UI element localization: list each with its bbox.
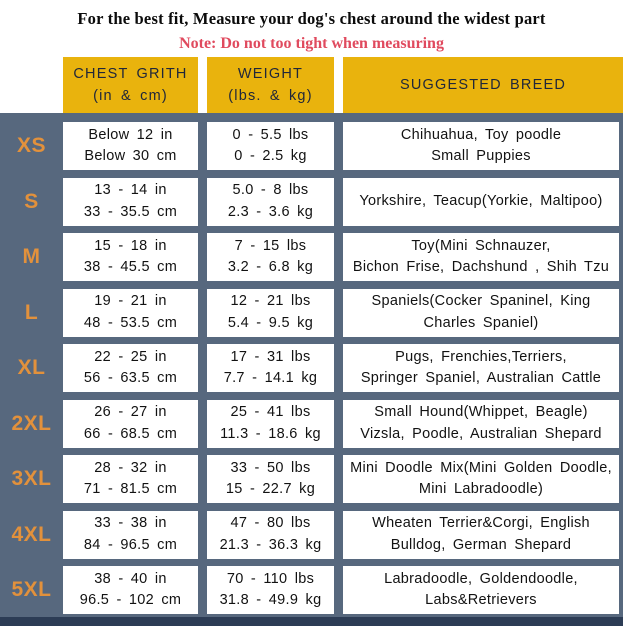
cell-line: Toy(Mini Schnauzer, bbox=[411, 237, 551, 254]
cell-line: Small Puppies bbox=[431, 148, 531, 164]
header-spacer bbox=[0, 57, 63, 113]
cell-line: 70 - 110 lbs bbox=[226, 570, 315, 587]
cell-line: Mini Labradoodle) bbox=[418, 481, 544, 497]
cell-line: 25 - 41 lbs bbox=[230, 404, 311, 420]
chest-girth-cell bbox=[63, 344, 198, 392]
chest-girth-cell bbox=[63, 122, 198, 170]
cell-line: Wheaten Terrier&Corgi, English bbox=[372, 515, 590, 531]
cell-line: 28 - 32 in bbox=[94, 459, 167, 476]
size-chart-table bbox=[0, 113, 623, 626]
cell-line: Small Hound(Whippet, Beagle) bbox=[374, 404, 588, 420]
chest-girth-cell bbox=[63, 566, 198, 614]
cell-line: Charles Spaniel) bbox=[423, 314, 539, 331]
size-label: XS bbox=[16, 134, 46, 157]
bottom-bar bbox=[0, 617, 623, 626]
cell-line: Spaniels(Cocker Spaninel, King bbox=[371, 293, 591, 309]
cell-line: Yorkshire, Teacup(Yorkie, Maltipoo) bbox=[359, 192, 603, 209]
cell-line: Springer Spaniel, Australian Cattle bbox=[360, 370, 602, 386]
breed-cell bbox=[343, 289, 619, 337]
header-cell-suggested-breed bbox=[343, 57, 623, 113]
chest-girth-cell bbox=[63, 511, 198, 559]
breed-cell bbox=[343, 511, 619, 559]
cell-line: 96.5 - 102 cm bbox=[79, 592, 182, 608]
size-row bbox=[0, 511, 623, 559]
size-label: 3XL bbox=[11, 467, 52, 490]
breed-cell bbox=[343, 455, 619, 503]
size-label: L bbox=[24, 300, 39, 324]
size-row bbox=[0, 289, 623, 337]
cell-line: Vizsla, Poodle, Australian Shepard bbox=[360, 425, 602, 442]
cell-line: 38 - 40 in bbox=[94, 570, 167, 587]
breed-cell bbox=[343, 344, 619, 392]
cell-line: 5.0 - 8 lbs bbox=[232, 182, 309, 198]
header-line: (in & cm) bbox=[93, 88, 168, 104]
cell-line: 7 - 15 lbs bbox=[234, 237, 307, 254]
cell-line: Below 12 in bbox=[88, 126, 173, 143]
cell-line: 31.8 - 49.9 kg bbox=[219, 592, 322, 608]
header-cell-chest-girth bbox=[63, 57, 198, 113]
weight-cell bbox=[207, 344, 334, 392]
cell-line: 11.3 - 18.6 kg bbox=[220, 425, 321, 442]
cell-line: 66 - 68.5 cm bbox=[83, 425, 178, 442]
size-label: 4XL bbox=[11, 522, 52, 546]
cell-line: Mini Doodle Mix(Mini Golden Doodle, bbox=[350, 459, 612, 476]
breed-cell bbox=[343, 566, 619, 614]
weight-cell bbox=[207, 566, 334, 614]
size-chart-rows bbox=[0, 113, 623, 614]
breed-cell bbox=[343, 400, 619, 448]
size-label: S bbox=[24, 189, 39, 213]
cell-line: 47 - 80 lbs bbox=[230, 515, 311, 531]
chest-girth-cell bbox=[63, 289, 198, 337]
chest-girth-cell bbox=[63, 178, 198, 226]
cell-line: 19 - 21 in bbox=[94, 293, 167, 309]
cell-line: 2.3 - 3.6 kg bbox=[227, 203, 314, 220]
cell-line: 56 - 63.5 cm bbox=[83, 370, 178, 386]
size-row bbox=[0, 344, 623, 392]
cell-line: Bulldog, German Shepard bbox=[390, 536, 572, 553]
cell-line: 5.4 - 9.5 kg bbox=[227, 314, 314, 331]
cell-line: Labs&Retrievers bbox=[425, 592, 537, 608]
cell-line: 15 - 18 in bbox=[94, 237, 167, 254]
cell-line: 15 - 22.7 kg bbox=[225, 481, 316, 497]
measuring-note: Note: Do not too tight when measuring bbox=[179, 35, 444, 52]
size-row bbox=[0, 122, 623, 170]
cell-line: 48 - 53.5 cm bbox=[83, 314, 178, 331]
cell-line: Below 30 cm bbox=[84, 148, 177, 164]
chest-girth-cell bbox=[63, 233, 198, 281]
size-row bbox=[0, 455, 623, 503]
cell-line: Chihuahua, Toy poodle bbox=[400, 126, 562, 143]
cell-line: Bichon Frise, Dachshund , Shih Tzu bbox=[352, 259, 610, 275]
size-label: 2XL bbox=[11, 411, 52, 435]
chest-girth-cell bbox=[63, 455, 198, 503]
header-line: WEIGHT bbox=[237, 66, 304, 82]
cell-line: 21.3 - 36.3 kg bbox=[219, 536, 322, 553]
cell-line: Pugs, Frenchies,Terriers, bbox=[395, 348, 567, 365]
size-row bbox=[0, 178, 623, 226]
cell-line: 26 - 27 in bbox=[94, 404, 167, 420]
header-line: CHEST GRITH bbox=[73, 66, 188, 82]
size-label: XL bbox=[17, 356, 46, 379]
weight-cell bbox=[207, 400, 334, 448]
weight-cell bbox=[207, 122, 334, 170]
cell-line: 0 - 2.5 kg bbox=[234, 148, 307, 164]
cell-line: Labradoodle, Goldendoodle, bbox=[384, 570, 578, 587]
chest-girth-cell bbox=[63, 400, 198, 448]
cell-line: 0 - 5.5 lbs bbox=[232, 126, 309, 143]
weight-cell bbox=[207, 511, 334, 559]
weight-cell bbox=[207, 289, 334, 337]
breed-cell bbox=[343, 122, 619, 170]
size-row bbox=[0, 400, 623, 448]
header-line: SUGGESTED BREED bbox=[399, 77, 567, 93]
weight-cell bbox=[207, 233, 334, 281]
cell-line: 33 - 35.5 cm bbox=[83, 203, 178, 220]
cell-line: 7.7 - 14.1 kg bbox=[223, 370, 318, 386]
cell-line: 33 - 38 in bbox=[94, 515, 167, 531]
cell-line: 17 - 31 lbs bbox=[230, 348, 311, 365]
cell-line: 3.2 - 6.8 kg bbox=[227, 259, 314, 275]
table-header-row bbox=[0, 57, 623, 113]
cell-line: 13 - 14 in bbox=[94, 182, 167, 198]
header-cell-weight bbox=[207, 57, 334, 113]
header-text-area bbox=[0, 0, 623, 53]
size-label: 5XL bbox=[11, 578, 52, 601]
page-title: For the best fit, Measure your dog's chest around the widest part bbox=[77, 9, 546, 28]
breed-cell bbox=[343, 178, 619, 226]
weight-cell bbox=[207, 178, 334, 226]
size-label: M bbox=[22, 245, 41, 268]
breed-cell bbox=[343, 233, 619, 281]
size-row bbox=[0, 233, 623, 281]
cell-line: 12 - 21 lbs bbox=[230, 293, 311, 309]
cell-line: 22 - 25 in bbox=[94, 348, 167, 365]
header-line: (lbs. & kg) bbox=[228, 88, 313, 104]
cell-line: 71 - 81.5 cm bbox=[83, 481, 178, 497]
size-row bbox=[0, 566, 623, 614]
cell-line: 33 - 50 lbs bbox=[230, 459, 311, 476]
weight-cell bbox=[207, 455, 334, 503]
cell-line: 38 - 45.5 cm bbox=[83, 259, 178, 275]
cell-line: 84 - 96.5 cm bbox=[83, 536, 178, 553]
